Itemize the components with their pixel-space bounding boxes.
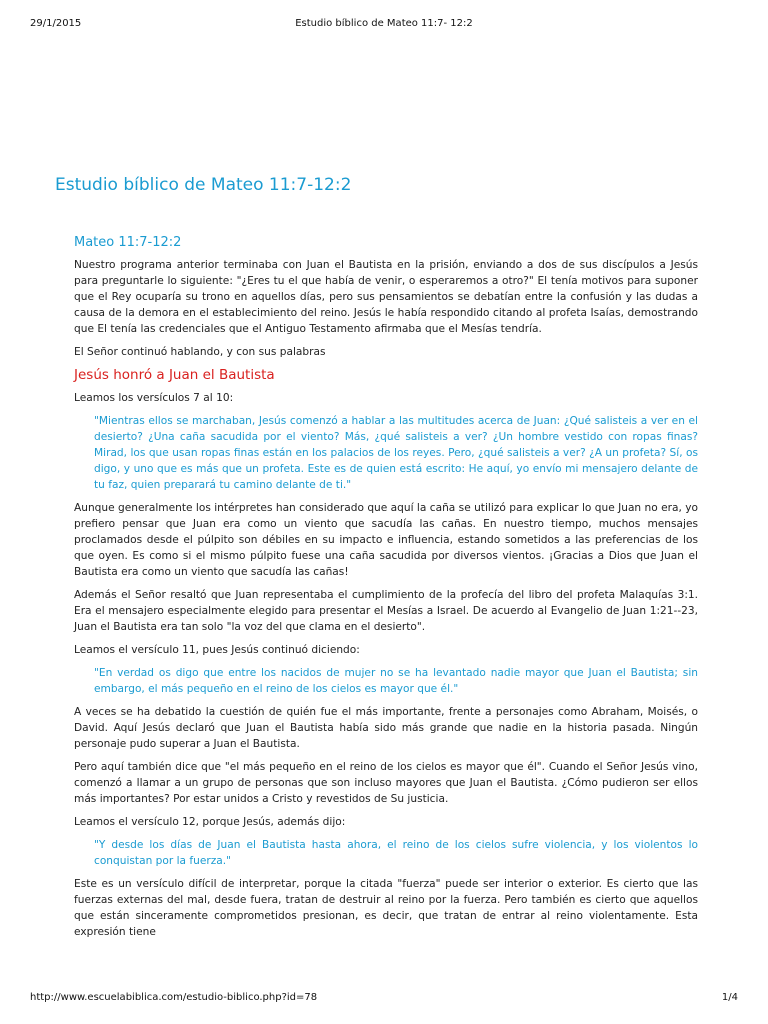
paragraph-continuation: El Señor continuó hablando, y con sus palabras [74, 346, 326, 358]
page-title: Estudio bíblico de Mateo 11:7-12:2 [55, 175, 352, 195]
quote-verse-11: "En verdad os digo que entre los nacidos de mujer no se ha levantado nadie mayor que Juan el Bautista; sin embargo, el más pequeño en el reino de los cielos es mayor que él." [94, 667, 698, 695]
article-body [74, 235, 698, 947]
paragraph-intro: Nuestro programa anterior terminaba con Juan el Bautista en la prisión, enviando a dos de sus discípulos a Jesús para preguntarle lo siguiente: "¿Eres tu el que había de venir, o esperaremos a otro?" El tenía motivos para suponer que el Rey ocuparía su trono en aquellos días, pero sus pensamientos se debatían entre la confusión y las dudas a causa de la demora en el establecimiento del reino. Jesús le había respondido citando al profeta Isaías, demostrando que El tenía las credenciales que el Antiguo Testamento afirmaba que el Mesías tendría. [74, 259, 698, 335]
paragraph-verse-12: Leamos el versículo 12, porque Jesús, además dijo: [74, 816, 346, 828]
paragraph-malaquias: Además el Señor resaltó que Juan representaba el cumplimiento de la profecía del libro del profeta Malaquías 3:1. Era el mensajero especialmente elegido para presentar el Mesías a Israel. De acuerdo al Evangelio de Juan 1:21--23, Juan el Bautista era tan solo "la voz del que clama en el desierto". [74, 589, 698, 633]
quote-verse-12: "Y desde los días de Juan el Bautista hasta ahora, el reino de los cielos sufre violencia, y los violentos lo conquistan por la fuerza." [94, 839, 698, 867]
page-number: 1/4 [721, 992, 738, 1003]
paragraph-verses-7-10: Leamos los versículos 7 al 10: [74, 392, 234, 404]
quote-verses-7-10: "Mientras ellos se marchaban, Jesús comenzó a hablar a las multitudes acerca de Juan: ¿Qué salisteis a ver en el desierto? ¿Una caña sacudida por el viento? Más, ¿qué salisteis a ver? ¿Un hombre vestido con ropas finas? Mirad, los que usan ropas finas están en los palacios de los reyes. Pero, ¿qué salisteis a ver? ¿A un profeta? Sí, os digo, y uno que es más que un profeta. Este es de quien está escrito: He aquí, yo envío mi mensajero delante de tu faz, quien preparará tu camino delante de ti." [94, 415, 698, 491]
subheading: Jesús honró a Juan el Bautista [74, 367, 275, 383]
print-url: http://www.escuelabiblica.com/estudio-biblico.php?id=78 [30, 992, 318, 1003]
print-date: 29/1/2015 [30, 18, 82, 29]
print-title: Estudio bíblico de Mateo 11:7- 12:2 [295, 18, 473, 29]
section-title: Mateo 11:7-12:2 [74, 235, 182, 250]
paragraph-cana: Aunque generalmente los intérpretes han considerado que aquí la caña se utilizó para explicar lo que Juan no era, yo prefiero pensar que Juan era como un viento que sacudía las cañas. En nuestro tiempo, muchos mensajes proclamados desde el púlpito son débiles en su impacto e influencia, estando sometidos a las preferencias de los que oyen. Es como si el mismo púlpito fuese una caña sacudida por diversos vientos. ¡Gracias a Dios que Juan el Bautista era como un viento que sacudía las cañas! [74, 502, 698, 578]
paragraph-mas-importante: A veces se ha debatido la cuestión de quién fue el más importante, frente a personajes como Abraham, Moisés, o David. Aquí Jesús declaró que Juan el Bautista había sido más grande que nadie en la historia pasada. Ningún personaje pudo superar a Juan el Bautista. [74, 706, 698, 750]
paragraph-verse-11: Leamos el versículo 11, pues Jesús continuó diciendo: [74, 644, 360, 656]
paragraph-mas-pequeno: Pero aquí también dice que "el más pequeño en el reino de los cielos es mayor que él". Cuando el Señor Jesús vino, comenzó a llamar a un grupo de personas que son incluso mayores que Juan el Bautista. ¿Cómo pudieron ser ellos más importantes? Por estar unidos a Cristo y revestidos de Su justicia. [74, 761, 698, 805]
paragraph-fuerza: Este es un versículo difícil de interpretar, porque la citada "fuerza" puede ser interior o exterior. Es cierto que las fuerzas externas del mal, desde fuera, tratan de destruir al reino por la fuerza. Pero también es cierto que aquellos que están sinceramente comprometidos presionan, es decir, que tratan de entrar al reino violentamente. Esta expresión tiene [74, 878, 698, 938]
